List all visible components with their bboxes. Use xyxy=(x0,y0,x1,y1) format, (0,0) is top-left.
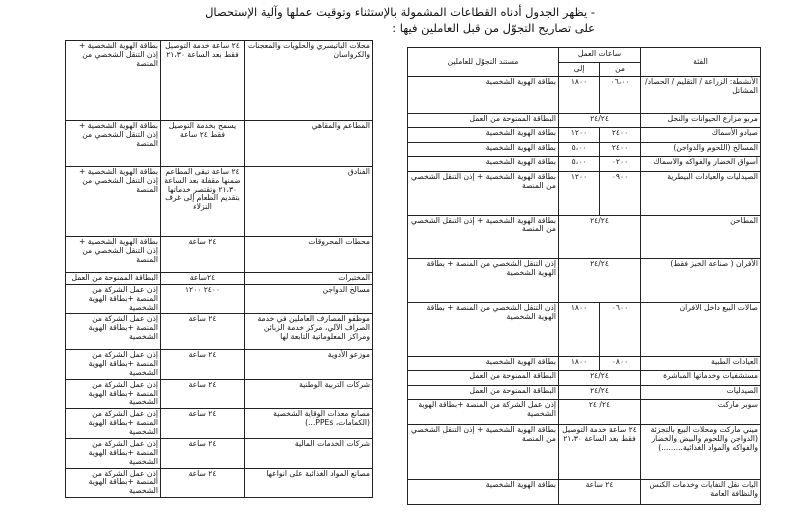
row-category: صيادو الأسماك xyxy=(641,128,761,143)
row-hours: ٢٤ ساعة خدمة التوصيل فقط بعد الساعة ٢١،٣٠ xyxy=(161,41,245,121)
table-row xyxy=(66,273,373,285)
table-row xyxy=(66,439,373,468)
row-document: بطاقة الهوية الشخصية + إذن التنقل الشخصي من المنصة xyxy=(408,215,559,259)
row-document: بطاقة الهوية الشخصية xyxy=(408,128,559,143)
row-from: ٠٨٠٠ xyxy=(600,356,641,371)
row-category: المسالخ (اللحوم والدواجن) xyxy=(641,142,761,157)
row-to: ٥،٠٠ xyxy=(559,157,600,172)
row-category: الصيدليات xyxy=(641,385,761,400)
row-hours: يسمح بخدمة التوصيل فقط ٢٤ ساعة xyxy=(161,121,245,167)
row-from: ٠٢٠٠ xyxy=(600,157,641,172)
row-hours: ٢٤/ ٢٤ xyxy=(559,400,641,425)
table-row xyxy=(408,371,761,386)
row-document: بطاقة الهوية الشخصية + إذن التنقل الشخصي من المنصة xyxy=(66,237,161,273)
row-hours: ٢٤/٢٤ xyxy=(559,113,641,128)
row-document: إذن عمل الشركة من المنصة +بطاقة الهوية الشخصية xyxy=(66,439,161,468)
table-row xyxy=(66,41,373,121)
row-from: ٠٦،٠٠ xyxy=(600,77,641,113)
row-document: إذن عمل الشركة من المنصة +بطاقة الهوية الشخصية xyxy=(66,314,161,350)
row-hours: ٢٤ ساعة xyxy=(161,379,245,408)
table-row xyxy=(408,157,761,172)
row-hours: ٢٤ ساعة xyxy=(161,350,245,379)
table-row xyxy=(66,314,373,350)
table-row xyxy=(66,121,373,167)
row-hours: ٢٤/٢٤ xyxy=(559,371,641,386)
row-document: بطاقة الهوية الشخصية xyxy=(408,142,559,157)
row-document: بطاقة الهوية الشخصية + إذن التنقل الشخصي من المنصة xyxy=(66,121,161,167)
row-category: موظفو المصارف العاملين في خدمة الصراف الآلي، مركز خدمة الزبائن ومراكز المعلوماتية التابعة لها xyxy=(245,314,373,350)
row-category: الصيدليات والعيادات البيطرية xyxy=(641,171,761,215)
row-document: بطاقة الهوية الشخصية xyxy=(408,479,559,504)
header-to: إلى xyxy=(559,62,600,77)
row-category: محطات المحروقات xyxy=(245,237,373,273)
row-hours: ٢٤/٢٤ xyxy=(559,385,641,400)
row-document: بطاقة الهوية الشخصية xyxy=(408,77,559,113)
heading xyxy=(205,4,595,36)
table-row xyxy=(408,77,761,113)
row-hours: ٢٤ ساعة xyxy=(161,409,245,439)
row-category: المطاعم والمقاهي xyxy=(245,121,373,167)
row-document: بطاقة الهوية الشخصية + إذن التنقل الشخصي من المنصة xyxy=(66,167,161,237)
table-row xyxy=(408,385,761,400)
row-document: بطاقة الهوية الشخصية + إذن التنقل الشخصي من المنصة xyxy=(408,171,559,215)
table-row xyxy=(66,409,373,439)
row-from: ٠٦٠٠ xyxy=(600,303,641,356)
row-category: مستشفيات وخدماتها المباشرة xyxy=(641,371,761,386)
right-exemptions-table xyxy=(407,47,761,505)
row-category: اليات نقل النفايات وخدمات الكنس والنظافة العامة xyxy=(641,479,761,504)
row-category: شركات الخدمات المالية xyxy=(245,439,373,468)
row-document: إذن التنقل الشخصي من المنصة + بطاقة الهوية الشخصية xyxy=(408,259,559,303)
row-category: محلات الباتيسري والحلويات والمعجنات والكرواسان xyxy=(245,41,373,121)
row-from: ٢٤٠٠ xyxy=(600,142,641,157)
row-to: ١٨٠٠ xyxy=(559,303,600,356)
table-row xyxy=(66,167,373,237)
row-document: إذن عمل الشركة من المنصة +بطاقة الهوية الشخصية xyxy=(66,409,161,439)
table-row xyxy=(408,303,761,356)
table-row xyxy=(66,285,373,314)
table-row xyxy=(408,171,761,215)
row-category: شركات التربية الوطنية xyxy=(245,379,373,408)
row-to: ١٢٠٠ xyxy=(559,171,600,215)
row-category: المطاحن xyxy=(641,215,761,259)
row-to: ٥،٠٠ xyxy=(559,142,600,157)
row-from: ٠٩٠٠ xyxy=(600,171,641,215)
row-category: ميني ماركت ومحلات البيع بالتجزئة (الدواجن واللحوم والبيض والخضار والفواكه والمواد الغذائية.........) xyxy=(641,425,761,480)
row-document: البطاقة الممنوحة من العمل xyxy=(408,385,559,400)
table-row xyxy=(408,259,761,303)
table-row xyxy=(408,128,761,143)
row-hours: ٢٤ ساعة تبقى المطاعم ضمنها مقفلة بعد الساعة ٢١،٣٠ وتقتصر خدماتها بتقديم الطعام إلى غرف النزلاء xyxy=(161,167,245,237)
row-hours: ٢٤ ساعة xyxy=(161,314,245,350)
row-from: ٢٤٠٠ xyxy=(600,128,641,143)
heading-line-2: على تصاريح التجوّل من قبل العاملين فيها : xyxy=(392,21,595,35)
heading-line-1: - يظهر الجدول أدناه القطاعات المشمولة بالإستثناء وتوقيت عملها وآلية الإستحصال xyxy=(205,5,595,19)
row-hours: ٢٤٠٠ ١٢٠٠ xyxy=(161,285,245,314)
table-row xyxy=(408,215,761,259)
table-row xyxy=(408,142,761,157)
table-row xyxy=(408,400,761,425)
header-from: من xyxy=(600,62,641,77)
row-hours: ٢٤ ساعة xyxy=(161,237,245,273)
row-document: إذن عمل الشركة من المنصة +بطاقة الهوية الشخصية xyxy=(66,350,161,379)
row-hours: ٢٤/٢٤ xyxy=(559,215,641,259)
table-row xyxy=(408,356,761,371)
table-row xyxy=(408,425,761,480)
row-to: ١٨٠٠ xyxy=(559,77,600,113)
row-category: مربو مزارع الحيوانات والنحل xyxy=(641,113,761,128)
row-to: ١٢٠٠ xyxy=(559,128,600,143)
row-document: إذن عمل الشركة من المنصة +بطاقة الهوية الشخصية xyxy=(66,285,161,314)
row-category: المختبرات xyxy=(245,273,373,285)
table-row xyxy=(66,379,373,408)
row-document: البطاقة الممنوحة من العمل xyxy=(66,273,161,285)
row-document: البطاقة الممنوحة من العمل xyxy=(408,371,559,386)
row-document: بطاقة الهوية الشخصية xyxy=(408,356,559,371)
row-category: الأنشطة: الزراعة / التقليم / الحصاد/ المشاتل xyxy=(641,77,761,113)
row-hours: ٢٤ ساعة xyxy=(161,468,245,497)
row-document: بطاقة الهوية الشخصية xyxy=(408,157,559,172)
table-row xyxy=(408,479,761,504)
row-document: إذن عمل الشركة من المنصة +بطاقة الهوية الشخصية xyxy=(408,400,559,425)
table-row xyxy=(66,350,373,379)
row-category: سوبر ماركت xyxy=(641,400,761,425)
row-hours: ٢٤ ساعة xyxy=(161,439,245,468)
row-document: إذن التنقل الشخصي من المنصة + بطاقة الهوية الشخصية xyxy=(408,303,559,356)
header-category: الفئة xyxy=(641,48,761,77)
row-hours: ٢٤/٢٤ xyxy=(559,259,641,303)
row-category: الفنادق xyxy=(245,167,373,237)
row-category: موزعو الأدوية xyxy=(245,350,373,379)
table-row xyxy=(408,113,761,128)
row-category: صالات البيع داخل الافران xyxy=(641,303,761,356)
header-work-hours: ساعات العمل xyxy=(559,48,641,63)
row-category: العيادات الطبية xyxy=(641,356,761,371)
row-document: بطاقة الهوية الشخصية + إذن التنقل الشخصي من المنصة xyxy=(408,425,559,480)
row-document: بطاقة الهوية الشخصية + إذن التنقل الشخصي من المنصة xyxy=(66,41,161,121)
header-document: مستند التجوّل للعاملين xyxy=(408,48,559,77)
row-document: البطاقة الممنوحة من العمل xyxy=(408,113,559,128)
row-category: الأفران ( صناعة الخبز فقط) xyxy=(641,259,761,303)
row-hours: ٢٤ساعة xyxy=(161,273,245,285)
left-exemptions-table xyxy=(65,40,373,498)
row-hours: ٢٤ ساعة خدمة التوصيل فقط بعد الساعة ٢١،٣٠ xyxy=(559,425,641,480)
row-document: إذن عمل الشركة من المنصة +بطاقة الهوية الشخصية xyxy=(66,379,161,408)
table-row xyxy=(66,237,373,273)
row-to: ١٨٠٠ xyxy=(559,356,600,371)
row-category: مسالخ الدواجن xyxy=(245,285,373,314)
row-category: أسواق الخضار والفواكه والاسماك xyxy=(641,157,761,172)
row-category: مصانع معدات الوقاية الشخصية (الكمامات، PPEs...) xyxy=(245,409,373,439)
row-document: إذن عمل الشركة من المنصة +بطاقة الهوية الشخصية xyxy=(66,468,161,497)
table-row xyxy=(66,468,373,497)
row-category: مصانع المواد الغذائية على انواعها xyxy=(245,468,373,497)
row-hours: ٢٤ ساعة xyxy=(559,479,641,504)
